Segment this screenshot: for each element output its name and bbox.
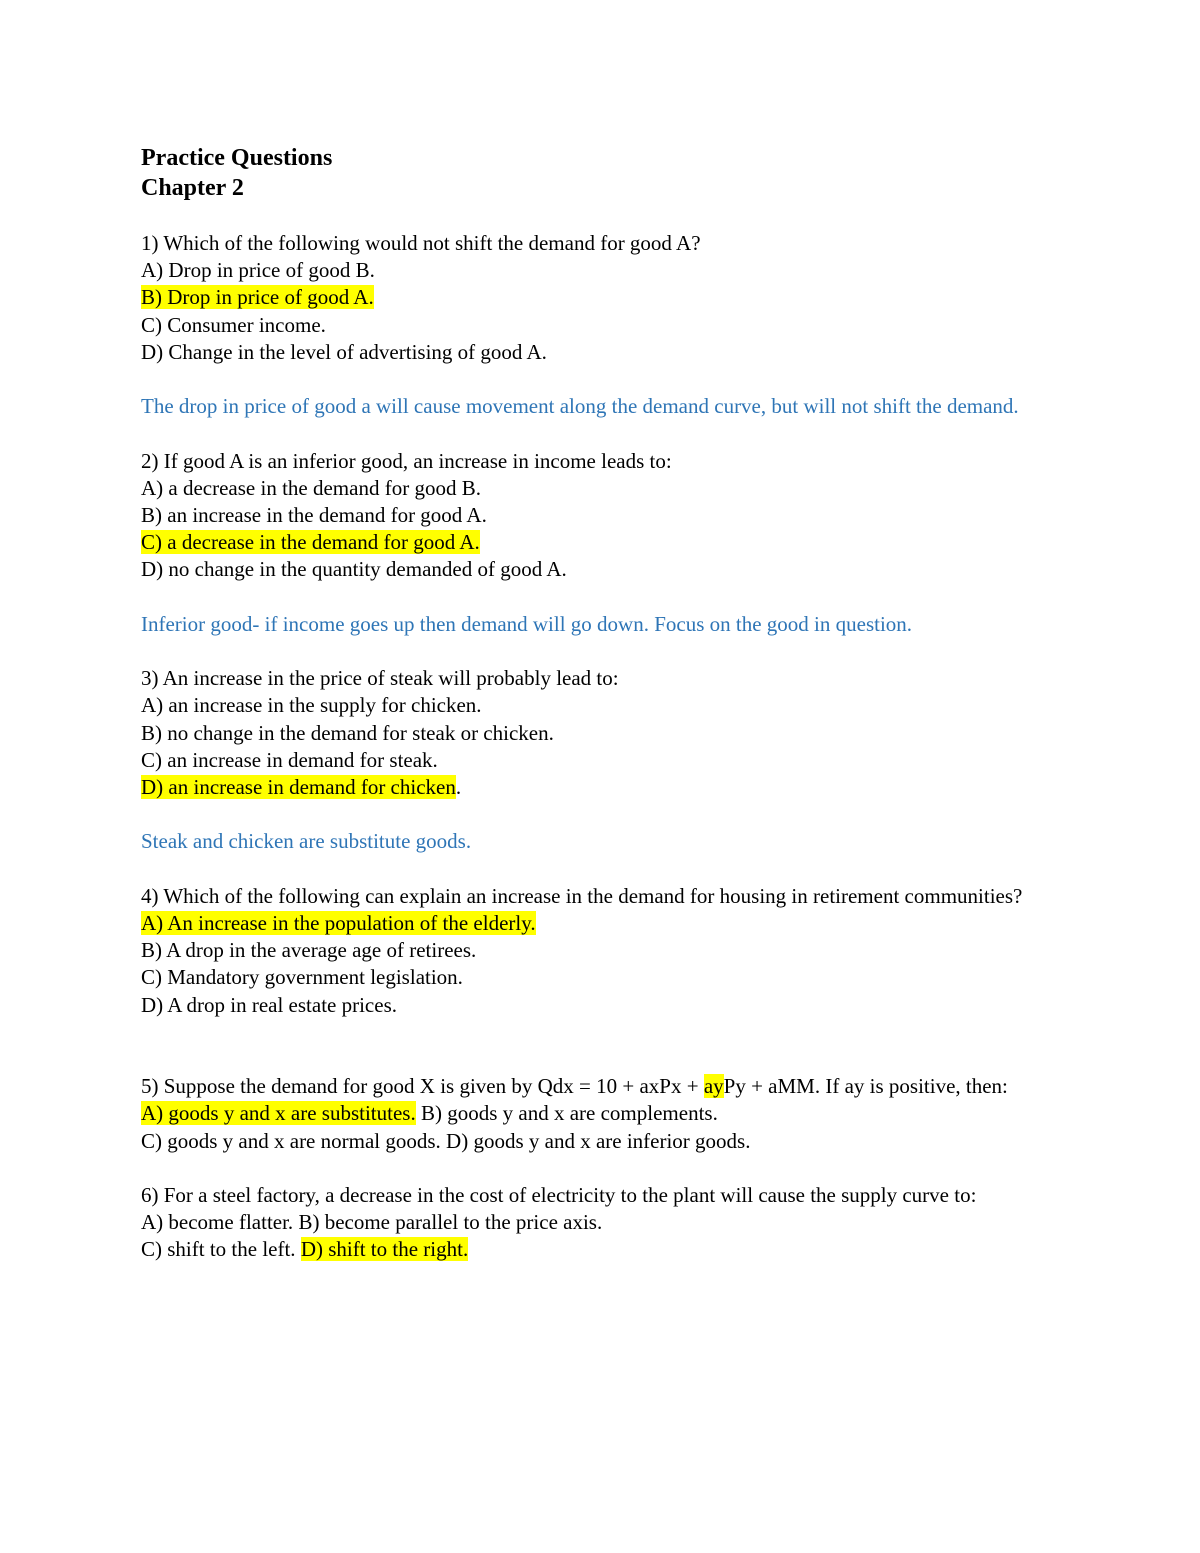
q2-option-b: B) an increase in the demand for good A.: [141, 503, 487, 527]
q5-option-c: C) goods y and x are normal goods.: [141, 1128, 441, 1153]
q1-option-a: A) Drop in price of good B.: [141, 258, 375, 283]
chapter-heading: Chapter 2: [141, 175, 244, 201]
document-page: [141, 143, 1071, 1264]
q1-option-c: C) Consumer income.: [141, 312, 326, 337]
q6-option-d-correct: D) shift to the right.: [300, 1237, 469, 1262]
q4-question: 4) Which of the following can explain an increase in the demand for housing in retirement communities?: [141, 883, 1023, 908]
q6-option-a: A) become flatter.: [141, 1210, 294, 1235]
q6-question: 6) For a steel factory, a decrease in the cost of electricity to the plant will cause the supply curve to:: [141, 1182, 977, 1207]
q5-question: [141, 1073, 1071, 1100]
q3-option-d-correct: D) an increase in demand for chicken: [141, 775, 456, 799]
q5-question-end: Py + aMM. If ay is positive, then:: [723, 1074, 1008, 1099]
q2-explanation: Inferior good- if income goes up then demand will go down. Focus on the good in question.: [141, 611, 913, 636]
questions-body: [141, 230, 1071, 1264]
q1-option-d: D) Change in the level of advertising of good A.: [141, 339, 547, 364]
q2-option-d: D) no change in the quantity demanded of good A.: [141, 557, 567, 582]
q2-question: 2) If good A is an inferior good, an increase in income leads to:: [141, 448, 672, 473]
q6-option-c: C) shift to the left.: [141, 1237, 301, 1262]
q1-explanation: The drop in price of good a will cause movement along the demand curve, but will not shift the demand.: [141, 394, 1019, 419]
q2-option-c-correct: C) a decrease in the demand for good A.: [141, 530, 480, 555]
q3-explanation: Steak and chicken are substitute goods.: [141, 829, 472, 854]
q3-option-d-period: .: [455, 775, 462, 799]
q5-question-highlight: ay: [703, 1074, 724, 1099]
q3-option-b: B) no change in the demand for steak or chicken.: [141, 720, 554, 745]
q4-option-a-correct: A) An increase in the population of the elderly.: [141, 910, 536, 935]
document-title: Practice Questions: [141, 145, 333, 171]
q1-option-b-correct: B) Drop in price of good A.: [141, 285, 374, 310]
q3-option-c: C) an increase in demand for steak.: [141, 747, 438, 772]
q5-question-start: 5) Suppose the demand for good X is given by Qdx = 10 + axPx +: [141, 1074, 704, 1099]
q3-option-a: A) an increase in the supply for chicken.: [141, 693, 482, 718]
q2-option-a: A) a decrease in the demand for good B.: [141, 475, 481, 500]
q6-option-b: B) become parallel to the price axis.: [293, 1210, 603, 1235]
q4-option-d: D) A drop in real estate prices.: [141, 992, 397, 1017]
q5-option-b: B) goods y and x are complements.: [415, 1101, 718, 1126]
q5-option-a-correct: A) goods y and x are substitutes.: [141, 1101, 416, 1126]
q5-option-d: D) goods y and x are inferior goods.: [440, 1128, 751, 1153]
q1-question: 1) Which of the following would not shift the demand for good A?: [141, 231, 701, 255]
q3-question: 3) An increase in the price of steak will probably lead to:: [141, 666, 619, 691]
q4-option-b: B) A drop in the average age of retirees.: [141, 938, 477, 963]
q4-option-c: C) Mandatory government legislation.: [141, 965, 463, 990]
